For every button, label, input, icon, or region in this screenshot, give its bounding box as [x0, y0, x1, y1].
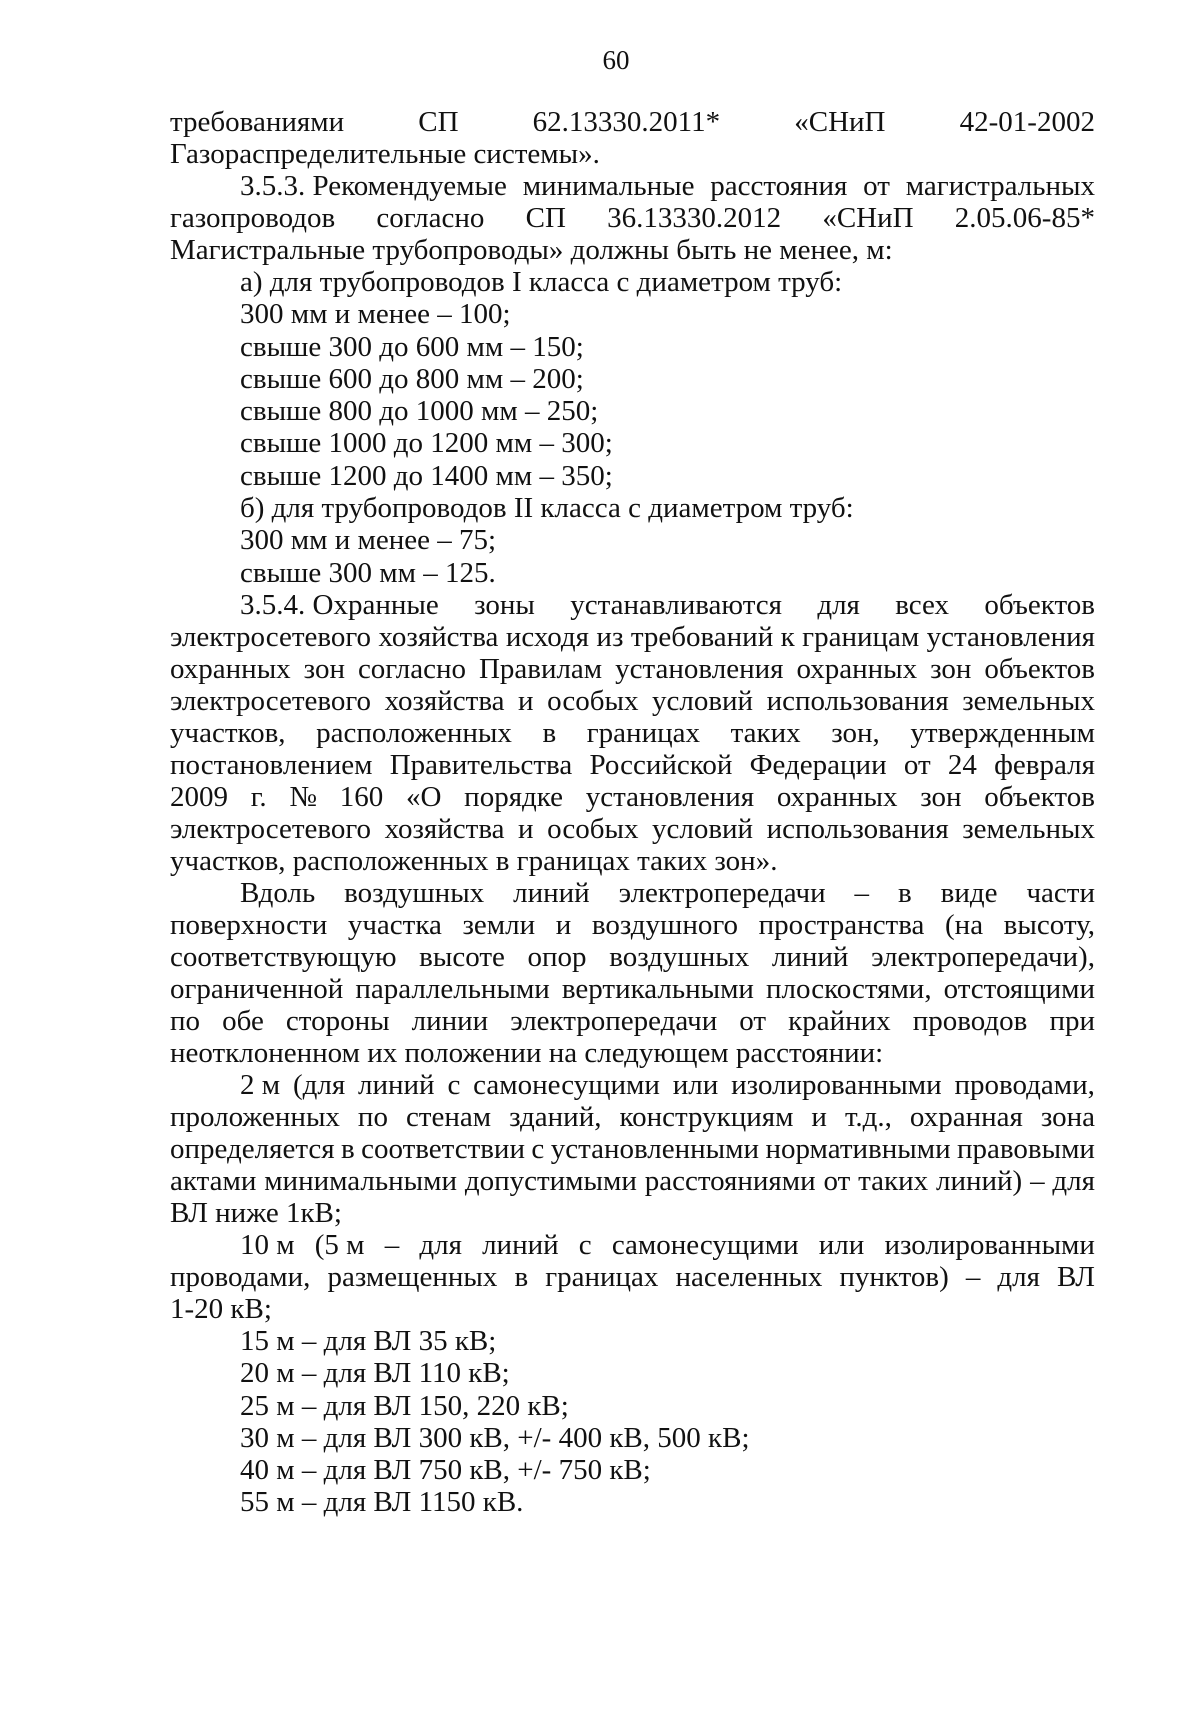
word: в — [898, 876, 912, 909]
word: постановлением — [170, 748, 373, 781]
word: таких — [730, 716, 801, 749]
word: актами — [170, 1164, 257, 1197]
word: пространства — [758, 908, 925, 941]
word: параллельными — [355, 972, 550, 1005]
word: электропередачи — [510, 1004, 718, 1037]
word: магистральных — [905, 170, 1095, 202]
word: при — [1049, 1004, 1095, 1037]
word: и — [518, 684, 534, 717]
word: правовыми — [957, 1132, 1095, 1165]
word: Федерации — [749, 748, 887, 781]
text-line: участков, расположенных в границах таких зон». — [170, 844, 778, 877]
word: использования — [766, 684, 949, 717]
word: для — [1052, 1164, 1095, 1197]
word: земли — [462, 908, 536, 941]
word: от — [739, 1004, 767, 1037]
word: устанавливаются — [570, 588, 782, 621]
word: № — [289, 780, 318, 813]
word: участка — [347, 908, 442, 941]
distance-item: 40 м – для ВЛ 750 кВ, +/- 750 кВ; — [240, 1454, 651, 1487]
word: для — [817, 588, 860, 621]
word: электропередачи — [618, 876, 826, 909]
text-line — [170, 941, 1095, 973]
text-line — [170, 877, 1095, 909]
word: расстояния — [710, 170, 848, 202]
word: установленными — [550, 1132, 760, 1165]
word: объектов — [984, 780, 1095, 813]
word: линий — [358, 1068, 435, 1101]
word: вертикальными — [561, 972, 754, 1005]
word: к — [780, 620, 795, 653]
word: крайних — [788, 1004, 891, 1037]
word: по — [357, 1100, 388, 1133]
word: от — [903, 748, 931, 781]
word: т.д., — [844, 1100, 892, 1133]
word: зданий, — [509, 1100, 602, 1133]
word: линий) — [936, 1164, 1023, 1197]
list-title: а) для трубопроводов I класса с диаметром труб: — [240, 266, 843, 298]
word: условий — [651, 812, 754, 845]
text-line — [170, 717, 1095, 749]
word: зоны — [474, 588, 535, 621]
distance-item: 30 м – для ВЛ 300 кВ, +/- 400 кВ, 500 кВ; — [240, 1421, 750, 1454]
word: самонесущими — [611, 1228, 799, 1261]
word: соответствии — [361, 1132, 525, 1165]
word: 3.5.3. Рекомендуемые — [240, 170, 507, 202]
word: 24 — [947, 748, 977, 781]
word: особых — [547, 812, 639, 845]
word: и — [518, 812, 534, 845]
word: расположенных — [316, 716, 512, 749]
word: зона — [1040, 1100, 1095, 1133]
word: требованиями — [170, 106, 345, 138]
word: с — [578, 1228, 592, 1261]
word: охранных — [776, 780, 898, 813]
word: ВЛ — [1057, 1260, 1095, 1293]
word: или — [818, 1228, 865, 1261]
word: от — [863, 170, 890, 202]
word: электропередачи), — [871, 940, 1095, 973]
word: минимальными — [264, 1164, 457, 1197]
word: СП — [525, 202, 566, 234]
list-item: свыше 300 мм – 125. — [240, 556, 496, 589]
word: высоте — [419, 940, 505, 973]
text-line — [170, 1229, 1095, 1261]
word: расстояниями — [644, 1164, 816, 1197]
word: высоту, — [1003, 908, 1095, 941]
list-item: 300 мм и менее – 100; — [240, 298, 511, 331]
word: нормативными — [765, 1132, 951, 1165]
word: по — [170, 1004, 201, 1037]
distances-list — [170, 1325, 1095, 1519]
word: части — [1026, 876, 1095, 909]
text-line — [170, 653, 1095, 685]
word: поверхности — [170, 908, 328, 941]
word: границах — [545, 1260, 659, 1293]
word: (5 м — [314, 1228, 365, 1261]
word: пунктов) — [839, 1260, 949, 1293]
word: зон, — [831, 716, 880, 749]
word: Вдоль — [240, 876, 316, 909]
text-line — [170, 170, 1095, 202]
word: отстоящими — [943, 972, 1095, 1005]
word: использования — [766, 812, 949, 845]
word: февраля — [994, 748, 1095, 781]
word: согласно — [357, 652, 466, 685]
word: всех — [895, 588, 950, 621]
word: проводами, — [954, 1068, 1095, 1101]
word: в — [514, 1260, 529, 1293]
text-line — [170, 621, 1095, 653]
word: утвержденным — [910, 716, 1095, 749]
paragraph-requirements — [170, 106, 1095, 170]
word: электросетевого — [170, 684, 372, 717]
text-line: Газораспределительные системы». — [170, 138, 600, 170]
word: объектов — [984, 652, 1095, 685]
word: исходя — [505, 620, 589, 653]
word: 2009 — [170, 780, 228, 813]
word: соответствующую — [170, 940, 397, 973]
word: охранных — [796, 652, 918, 685]
word: – — [1030, 1164, 1045, 1197]
distance-item: 15 м – для ВЛ 35 кВ; — [240, 1324, 497, 1357]
word: ограниченной — [170, 972, 344, 1005]
word: в — [340, 1132, 355, 1165]
distance-item: 55 м – для ВЛ 1150 кВ. — [240, 1486, 524, 1519]
text-line — [170, 973, 1095, 1005]
word: участков, — [170, 716, 286, 749]
word: от — [823, 1164, 851, 1197]
word: Российской — [589, 748, 733, 781]
word: 42-01-2002 — [959, 106, 1095, 138]
word: воздушного — [591, 908, 739, 941]
word: земельных — [962, 684, 1095, 717]
word: охранная — [909, 1100, 1023, 1133]
word: таких — [858, 1164, 929, 1197]
text-line — [170, 202, 1095, 234]
word: электросетевого — [170, 812, 372, 845]
word: населенных — [675, 1260, 823, 1293]
text-line — [170, 685, 1095, 717]
word: самонесущими — [473, 1068, 660, 1101]
word: установления — [615, 652, 784, 685]
text-line — [170, 1005, 1095, 1037]
word: порядке — [464, 780, 564, 813]
word: «О — [405, 780, 442, 813]
distance-item: 20 м – для ВЛ 110 кВ; — [240, 1357, 510, 1390]
text-line — [170, 749, 1095, 781]
word: согласно — [376, 202, 485, 234]
word: (на — [945, 908, 984, 941]
list-item: свыше 300 до 600 мм – 150; — [240, 330, 584, 363]
word: с — [531, 1132, 545, 1165]
list-item: 300 мм и менее – 75; — [240, 524, 497, 557]
word: – — [965, 1260, 981, 1293]
paragraph-10m — [170, 1229, 1095, 1325]
word: 62.13330.2011* — [532, 106, 721, 138]
list-item: свыше 600 до 800 мм – 200; — [240, 362, 584, 395]
word: виде — [940, 876, 998, 909]
text-line: 1-20 кВ; — [170, 1292, 272, 1325]
word: электросетевого — [170, 620, 372, 653]
text-line — [170, 1133, 1095, 1165]
word: 2 м — [240, 1068, 281, 1101]
word: хозяйства — [384, 684, 505, 717]
word: из — [596, 620, 624, 653]
text-line: Магистральные трубопроводы» должны быть не менее, м: — [170, 234, 893, 266]
word: требований — [630, 620, 774, 653]
word: линий — [771, 940, 849, 973]
word: линий — [513, 876, 590, 909]
text-line — [170, 1069, 1095, 1101]
text-line — [170, 1101, 1095, 1133]
list-class-2 — [170, 492, 1095, 589]
list-class-1 — [170, 266, 1095, 492]
word: границам — [802, 620, 920, 653]
word: земельных — [962, 812, 1095, 845]
text-line — [170, 106, 1095, 138]
text-line: неотклоненном их положении на следующем расстоянии: — [170, 1036, 884, 1069]
word: воздушных — [344, 876, 485, 909]
word: проводами, — [170, 1260, 311, 1293]
word: «СНиП — [822, 202, 914, 234]
list-item: свыше 1200 до 1400 мм – 350; — [240, 459, 613, 492]
list-title: б) для трубопроводов II класса с диаметром труб: — [240, 492, 854, 525]
word: Правилам — [478, 652, 603, 685]
word: границах — [586, 716, 700, 749]
word: проводов — [912, 1004, 1028, 1037]
word: хозяйства — [384, 812, 505, 845]
word: изолированными — [884, 1228, 1095, 1261]
word: стенам — [405, 1100, 492, 1133]
word: 160 — [339, 780, 384, 813]
word: зон — [303, 652, 345, 685]
word: изолированными — [731, 1068, 942, 1101]
word: обе — [222, 1004, 264, 1037]
text-line — [170, 589, 1095, 621]
word: и — [811, 1100, 827, 1133]
paragraph-along-lines — [170, 877, 1095, 1069]
word: проложенных — [170, 1100, 340, 1133]
word: 36.13330.2012 — [607, 202, 782, 234]
word: хозяйства — [378, 620, 499, 653]
word: и — [555, 908, 572, 941]
word: (для — [292, 1068, 346, 1101]
word: с — [447, 1068, 461, 1101]
text-line — [170, 1261, 1095, 1293]
word: зон — [930, 652, 972, 685]
list-item: свыше 800 до 1000 мм – 250; — [240, 395, 599, 428]
word: условий — [651, 684, 754, 717]
word: минимальные — [522, 170, 695, 202]
paragraph-2m — [170, 1069, 1095, 1229]
word: 10 м — [240, 1228, 295, 1261]
word: Правительства — [389, 748, 573, 781]
word: конструкциям — [619, 1100, 794, 1133]
text-line — [170, 781, 1095, 813]
word: воздушных — [609, 940, 750, 973]
word: для — [419, 1228, 462, 1261]
page-number: 60 — [602, 45, 630, 75]
list-item: свыше 1000 до 1200 мм – 300; — [240, 427, 613, 460]
distance-item: 25 м – для ВЛ 150, 220 кВ; — [240, 1389, 569, 1422]
word: стороны — [285, 1004, 390, 1037]
word: плоскостями, — [766, 972, 932, 1005]
paragraph-3-5-3 — [170, 170, 1095, 266]
word: для — [997, 1260, 1040, 1293]
text-line: ВЛ ниже 1кВ; — [170, 1196, 342, 1229]
word: газопроводов — [170, 202, 336, 234]
word: линий — [482, 1228, 559, 1261]
text-line — [170, 813, 1095, 845]
word: «СНиП — [794, 106, 886, 138]
word: СП — [418, 106, 459, 138]
word: объектов — [984, 588, 1095, 621]
word: опор — [527, 940, 587, 973]
document-body — [170, 106, 1095, 1519]
word: в — [542, 716, 557, 749]
word: 2.05.06-85* — [954, 202, 1095, 234]
word: – — [384, 1228, 400, 1261]
word: зон — [920, 780, 962, 813]
word: допустимыми — [464, 1164, 637, 1197]
word: г. — [250, 780, 267, 813]
word: или — [672, 1068, 719, 1101]
word: размещенных — [327, 1260, 498, 1293]
text-line — [170, 909, 1095, 941]
word: линии — [411, 1004, 489, 1037]
word: установления — [926, 620, 1095, 653]
word: охранных — [170, 652, 291, 685]
word: 3.5.4. Охранные — [240, 588, 439, 621]
word: – — [854, 876, 870, 909]
paragraph-3-5-4 — [170, 589, 1095, 877]
word: установления — [585, 780, 755, 813]
word: особых — [547, 684, 639, 717]
word: определяется — [170, 1132, 335, 1165]
text-line — [170, 1165, 1095, 1197]
